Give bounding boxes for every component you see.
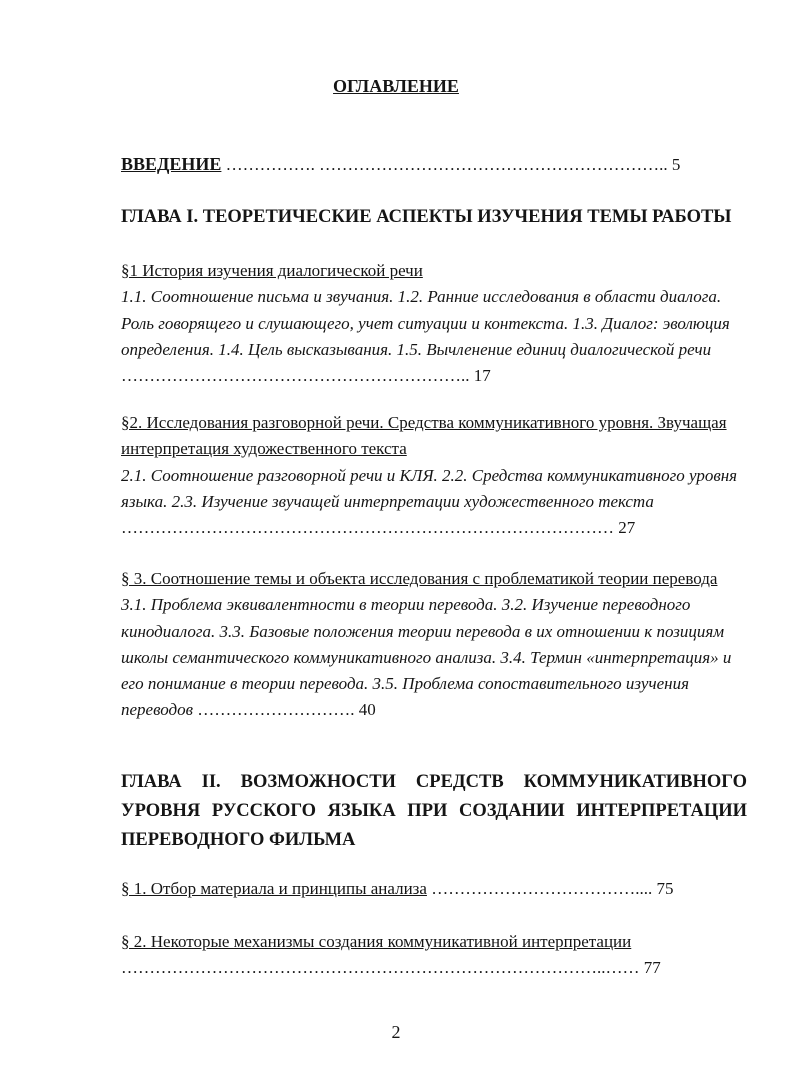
toc-section-1-1: [121, 258, 746, 389]
toc-section-1-3: [121, 566, 746, 724]
toc-heading: ОГЛАВЛЕНИЕ: [333, 76, 459, 96]
entry-page-number: 75: [656, 879, 674, 898]
entry-page-number: 77: [643, 958, 661, 978]
section-description: 2.1. Соотношение разговорной речи и КЛЯ. 2.2. Средства коммуникативного уровня языка. 2.3. Изучение звучащей интерпретации художественного текста: [121, 465, 738, 511]
entry-page-number: 40: [358, 700, 376, 720]
leader-dots: ……………………………………………………………………………: [121, 518, 619, 538]
leader-dots: ………………………………....: [426, 879, 657, 898]
toc-entry-introduction: [121, 150, 747, 179]
section-title: § 1. Отбор материала и принципы анализа: [121, 879, 427, 898]
section-title: §1 История изучения диалогической речи: [121, 261, 423, 280]
leader-dots: …………………………………………………………………………..……: [121, 958, 644, 978]
leader-dots: ……………………………………………………..: [121, 366, 474, 386]
entry-page-number: 27: [618, 518, 636, 538]
section-title: §2. Исследования разговорной речи. Средства коммуникативного уровня. Звучащая интерпретация художественного текста: [121, 413, 727, 459]
page-number: 2: [391, 1022, 401, 1042]
leader-dots: ……………. ……………………………………………………..: [221, 155, 672, 174]
section-description: 3.1. Проблема эквивалентности в теории перевода. 3.2. Изучение переводного кинодиалога. 3.3. Базовые положения теории перевода в их отношении к позициям школы семантического коммуникативного анализа. 3.4. Термин «интерпретация» и его понимание в теории перевода. 3.5. Проблема сопоставительного изучения переводов: [121, 595, 732, 720]
section-description: 1.1. Соотношение письма и звучания. 1.2. Ранние исследования в области диалога. Роль говорящего и слушающего, учет ситуации и контекста. 1.3. Диалог: эволюция определения. 1.4. Цель высказывания. 1.5. Вычленение единиц диалогической речи: [121, 287, 730, 359]
toc-section-1-2: [121, 410, 746, 541]
section-title: § 2. Некоторые механизмы создания коммуникативной интерпретации: [121, 932, 632, 951]
toc-section-2-1: [121, 876, 746, 902]
chapter-1-title: ГЛАВА I. ТЕОРЕТИЧЕСКИЕ АСПЕКТЫ ИЗУЧЕНИЯ ТЕМЫ РАБОТЫ: [121, 207, 732, 227]
leader-dots: ……………………….: [193, 700, 359, 720]
introduction-label: ВВЕДЕНИЕ: [121, 154, 222, 174]
section-title: § 3. Соотношение темы и объекта исследования с проблематикой теории перевода: [121, 569, 718, 588]
entry-page-number: 17: [473, 366, 491, 386]
entry-page-number: 5: [671, 155, 681, 174]
chapter-2-title: ГЛАВА II. ВОЗМОЖНОСТИ СРЕДСТВ КОММУНИКАТИВНОГО УРОВНЯ РУССКОГО ЯЗЫКА ПРИ СОЗДАНИИ ИНТЕРПРЕТАЦИИ ПЕРЕВОДНОГО ФИЛЬМА: [121, 772, 747, 850]
toc-section-2-2: [121, 929, 746, 982]
